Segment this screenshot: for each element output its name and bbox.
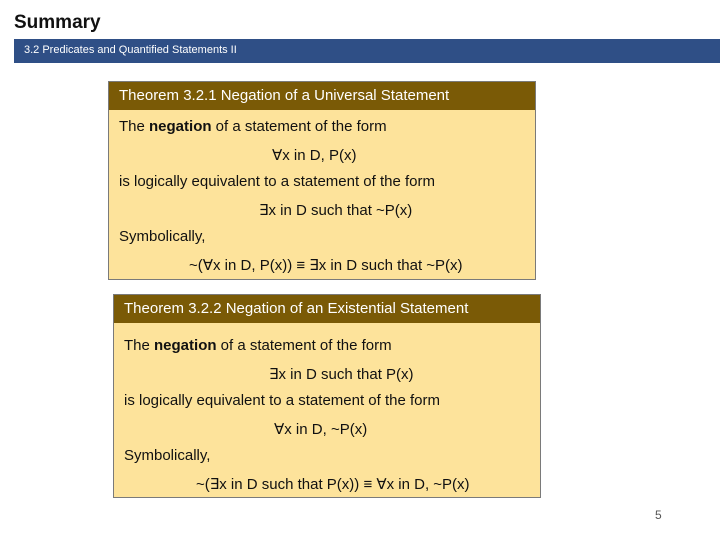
theorem-box-universal [108,81,536,280]
theorem-title: Theorem 3.2.2 Negation of an Existential Statement [114,295,540,323]
symbolic-formula: ~(∀x in D, P(x)) ≡ ∃x in D such that ~P(x) [189,257,463,274]
formula-line: ∀x in D, P(x) [272,147,357,164]
emphasis-text: negation [154,337,217,354]
formula-line: ∀x in D, ~P(x) [274,421,368,438]
text-fragment: of a statement of the form [216,337,392,354]
theorem-text-line: Symbolically, [124,447,211,464]
formula-line: ∃x in D such that ~P(x) [259,202,413,219]
section-header-bar [14,39,720,63]
text-fragment: of a statement of the form [211,118,387,135]
theorem-text-line: Symbolically, [119,228,206,245]
theorem-text-line [124,337,392,354]
text-fragment: The [119,118,150,135]
theorem-box-existential [113,294,541,498]
text-fragment: The [124,337,155,354]
theorem-title: Theorem 3.2.1 Negation of a Universal Statement [109,82,535,110]
emphasis-text: negation [149,118,212,135]
section-title: 3.2 Predicates and Quantified Statements II [24,44,237,56]
slide-title: Summary [14,12,101,33]
formula-line: ∃x in D such that P(x) [269,366,414,383]
theorem-text-line: is logically equivalent to a statement of the form [119,173,435,190]
symbolic-formula: ~(∃x in D such that P(x)) ≡ ∀x in D, ~P(x) [196,476,470,493]
page-number: 5 [655,508,662,522]
theorem-text-line [119,118,387,135]
theorem-text-line: is logically equivalent to a statement of the form [124,392,440,409]
